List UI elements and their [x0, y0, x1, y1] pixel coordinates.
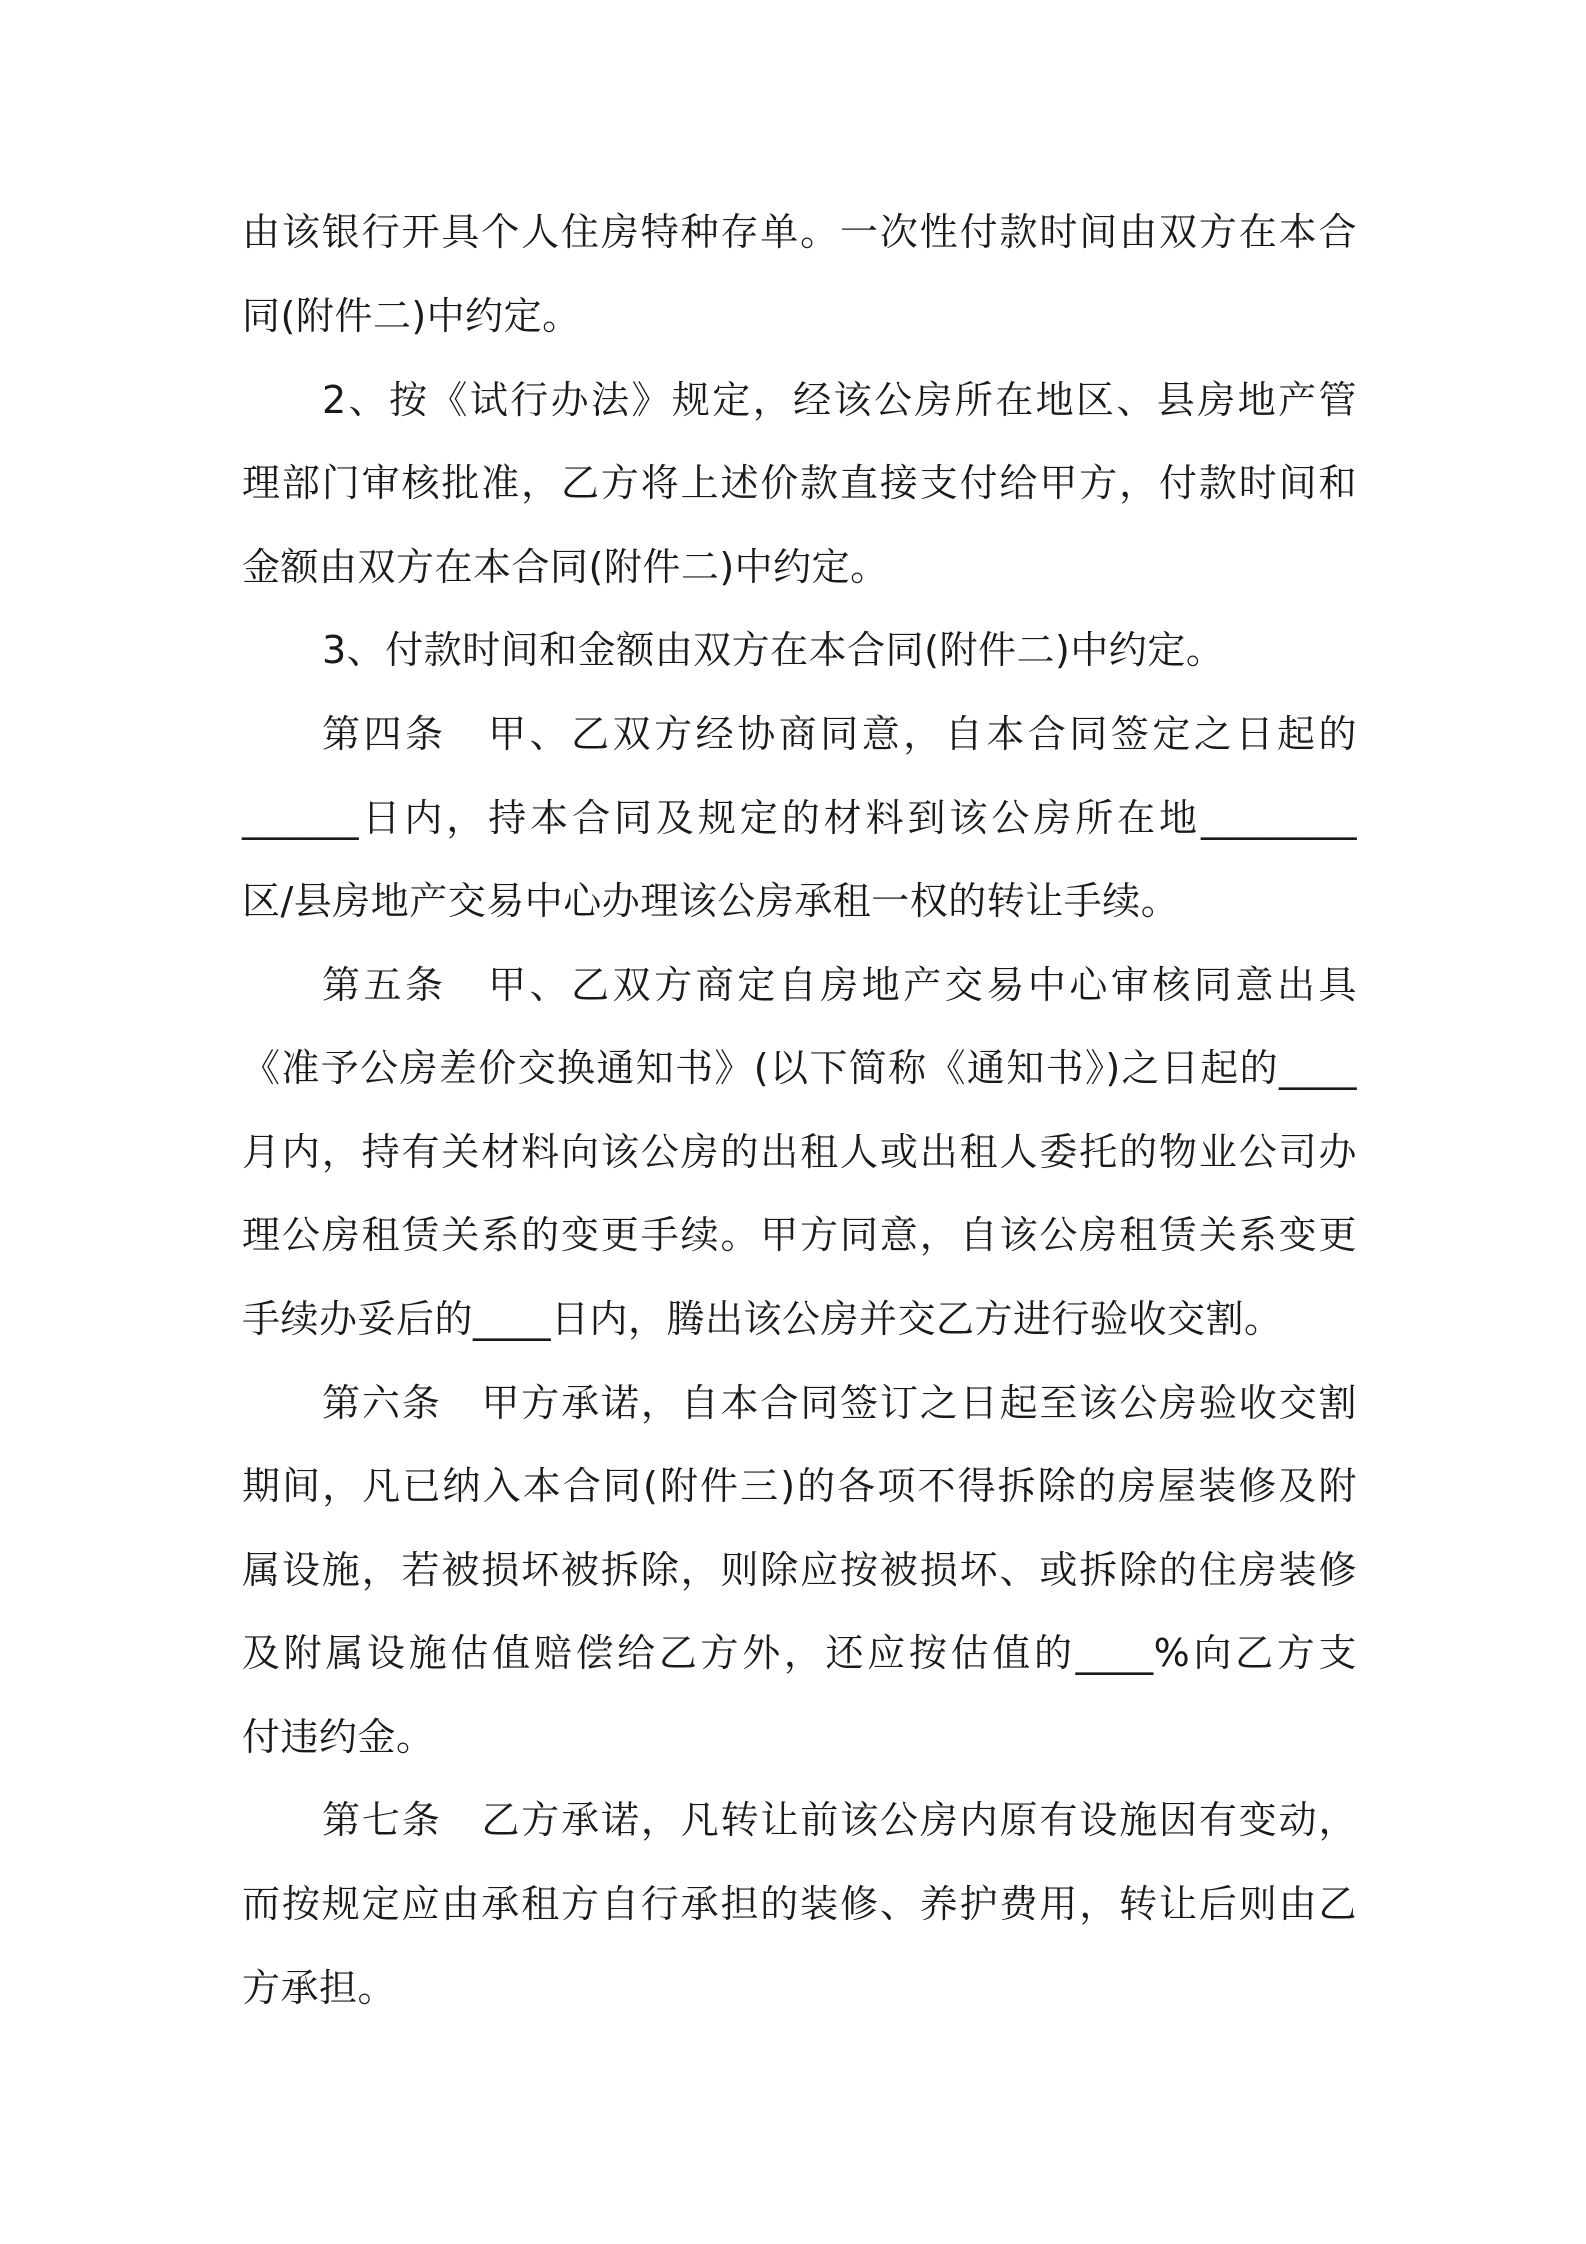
- text-line: 理部门审核批准，乙方将上述价款直接支付给甲方，付款时间和: [242, 461, 1357, 505]
- text-line: 区/县房地产交易中心办理该公房承租一权的转让手续。: [242, 879, 1180, 923]
- text-line: 第五条 甲、乙双方商定自房地产交易中心审核同意出具: [322, 963, 1357, 1007]
- text-line: 而按规定应由承租方自行承担的装修、养护费用，转让后则由乙: [242, 1882, 1357, 1926]
- text-line: 3、付款时间和金额由双方在本合同(附件二)中约定。: [322, 628, 1225, 672]
- text-line: 同(附件二)中约定。: [242, 294, 581, 338]
- text-line: 《准予公房差价交换通知书》(以下简称《通知书》)之日起的____: [242, 1046, 1357, 1090]
- text-line: 理公房租赁关系的变更手续。甲方同意，自该公房租赁关系变更: [242, 1213, 1357, 1257]
- text-line: 2、按《试行办法》规定，经该公房所在地区、县房地产管: [322, 378, 1357, 422]
- text-line: 付违约金。: [242, 1715, 435, 1759]
- text-line: 方承担。: [242, 1966, 397, 2010]
- text-line: 第七条 乙方承诺，凡转让前该公房内原有设施因有变动，: [322, 1798, 1357, 1842]
- text-line: 第四条 甲、乙双方经协商同意，自本合同签定之日起的: [322, 712, 1357, 756]
- text-line: 期间，凡已纳入本合同(附件三)的各项不得拆除的房屋装修及附: [242, 1464, 1357, 1508]
- text-line: 属设施，若被损坏被拆除，则除应按被损坏、或拆除的住房装修: [242, 1548, 1357, 1592]
- text-line: ______日内，持本合同及规定的材料到该公房所在地________: [242, 796, 1357, 840]
- text-line: 金额由双方在本合同(附件二)中约定。: [242, 545, 889, 589]
- text-line: 由该银行开具个人住房特种存单。一次性付款时间由双方在本合: [242, 210, 1357, 254]
- text-line: 月内，持有关材料向该公房的出租人或出租人委托的物业公司办: [242, 1130, 1357, 1174]
- text-line: 第六条 甲方承诺，自本合同签订之日起至该公房验收交割: [322, 1381, 1357, 1425]
- text-line: 及附属设施估值赔偿给乙方外，还应按估值的____%向乙方支: [242, 1631, 1357, 1675]
- text-line: 手续办妥后的____日内，腾出该公房并交乙方进行验收交割。: [242, 1297, 1283, 1341]
